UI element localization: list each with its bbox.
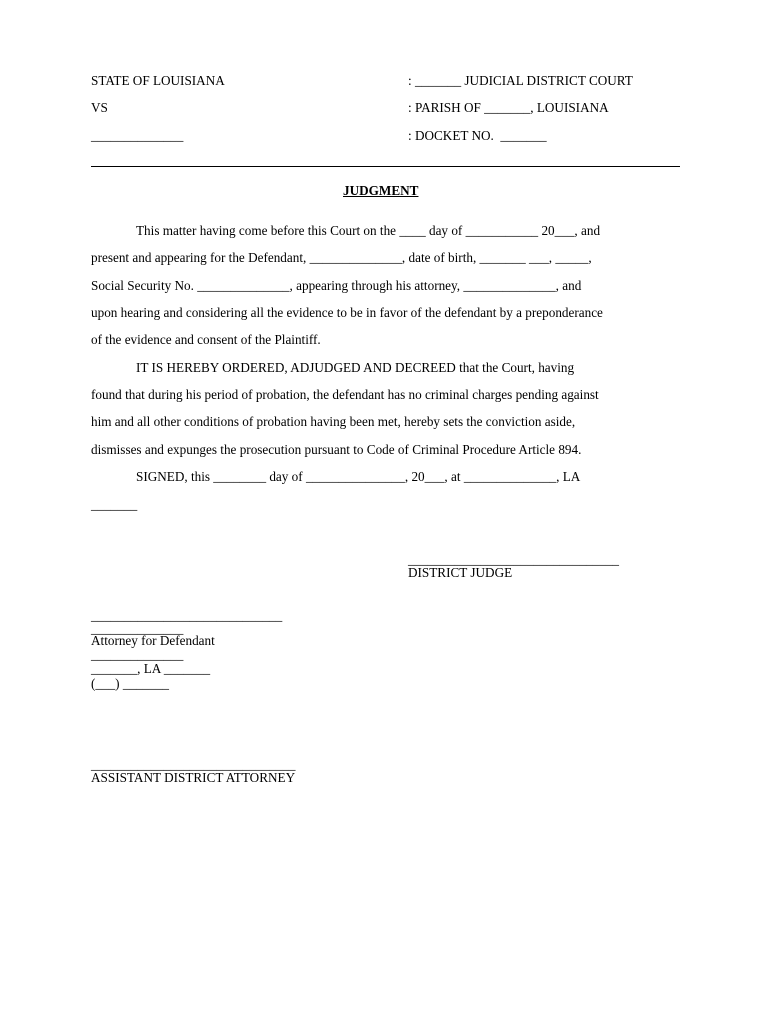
caption-court: : _______ JUDICIAL DISTRICT COURT (408, 73, 633, 88)
judge-label: DISTRICT JUDGE (408, 565, 513, 580)
caption-divider (91, 166, 680, 167)
attorney-label: Attorney for Defendant (91, 633, 215, 648)
body-line-7: found that during his period of probation, the defendant has no criminal charges pending against (91, 387, 599, 402)
attorney-signature-line: _____________________________ (91, 608, 283, 623)
caption-state: STATE OF LOUISIANA (91, 73, 225, 88)
attorney-city-line: _______, LA _______ (91, 661, 211, 676)
body-line-5: of the evidence and consent of the Plaintiff. (91, 332, 321, 347)
ada-signature-line: _______________________________ (91, 757, 296, 772)
attorney-line-3: ______________ (91, 647, 184, 662)
attorney-line-1: ______________ (91, 621, 184, 636)
body-line-2: present and appearing for the Defendant, ______________, date of birth, _______ ___, _____, (91, 250, 592, 265)
signed-line: SIGNED, this ________ day of _______________, 20___, at ______________, LA (136, 469, 581, 484)
body-line-9: dismisses and expunges the prosecution pursuant to Code of Criminal Procedure Article 894. (91, 442, 582, 457)
body-line-8: him and all other conditions of probation having been met, hereby sets the conviction aside, (91, 414, 576, 429)
body-line-1: This matter having come before this Court on the ____ day of ___________ 20___, and (136, 223, 601, 238)
caption-docket: : DOCKET NO. _______ (408, 128, 547, 143)
body-line-6: IT IS HEREBY ORDERED, ADJUDGED AND DECREED that the Court, having (136, 360, 575, 375)
document-title: JUDGMENT (343, 183, 419, 198)
ada-label: ASSISTANT DISTRICT ATTORNEY (91, 770, 296, 785)
caption-vs: VS (91, 100, 108, 115)
body-line-4: upon hearing and considering all the evidence to be in favor of the defendant by a preponderance (91, 305, 603, 320)
body-line-3: Social Security No. ______________, appearing through his attorney, ______________, and (91, 278, 582, 293)
signed-line-continuation: _______ (91, 497, 138, 512)
caption-parish: : PARISH OF _______, LOUISIANA (408, 100, 609, 115)
attorney-phone-line: (___) _______ (91, 676, 170, 691)
caption-defendant-blank: ______________ (91, 128, 184, 143)
judge-signature-line: ________________________________ (408, 552, 619, 567)
